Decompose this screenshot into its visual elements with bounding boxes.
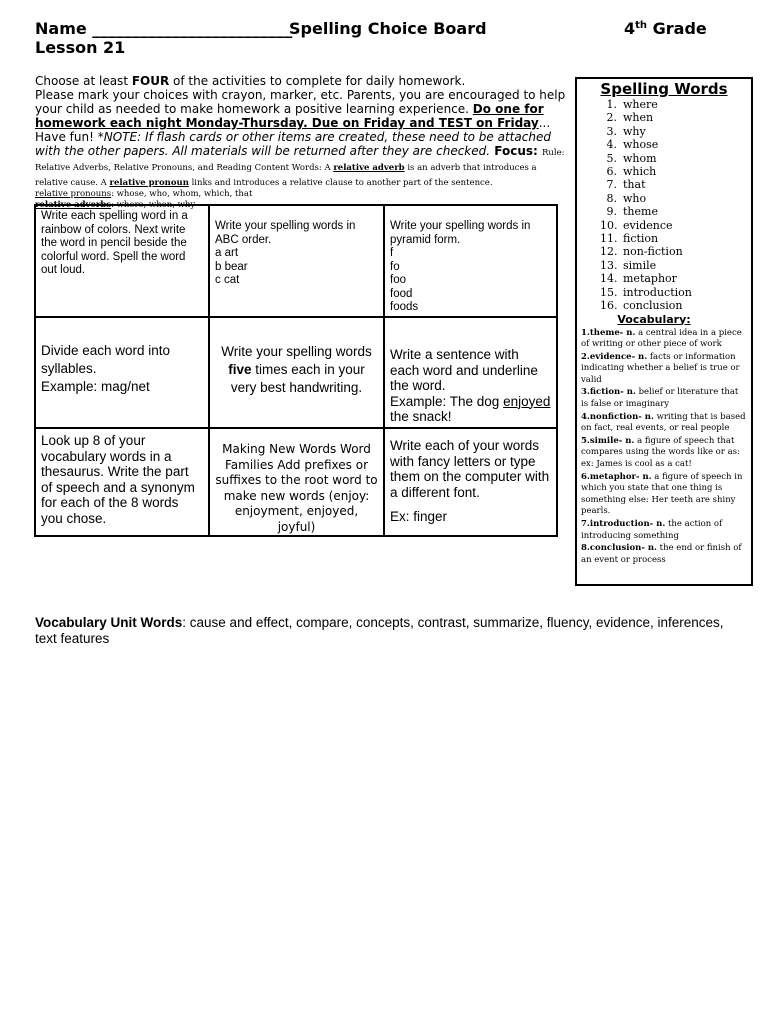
spelling-word: introduction <box>623 285 692 299</box>
instruction-line-1: Choose at least FOUR of the activities to complete for daily homework. <box>35 74 466 88</box>
unit-words-label: Vocabulary Unit Words <box>35 615 183 630</box>
grade-label <box>624 19 707 38</box>
activity-fancy-letters: Write each of your words with fancy letters or type them on the computer with a different font. Ex: finger <box>390 438 550 524</box>
vocabulary-term: 4.nonfiction- n. <box>581 411 654 422</box>
spelling-word: whom <box>623 151 657 165</box>
vocabulary-definition <box>581 472 747 518</box>
grade-number: 4 <box>624 19 636 38</box>
four-emphasis: FOUR <box>131 74 170 88</box>
spelling-word-item <box>600 192 751 205</box>
spelling-word: fiction <box>623 232 659 246</box>
instruction-line-3: Have fun! *NOTE: If flash cards or other items are created, these need to be attached with the other papers. All materials will be returned after they are checked. Focus: Rule: Relative Adverbs, Relative Pronouns, and Reading Content Words: A relative adverb is an adverb that introduces a relative cause. A relative pronoun links and introduces a relative clause to another part of the sentence. <box>35 130 565 188</box>
spelling-word-item <box>600 98 751 111</box>
spelling-word-number: 12. <box>600 245 618 259</box>
spelling-word: metaphor <box>623 272 677 286</box>
instructions <box>35 74 567 211</box>
spelling-word-item <box>600 259 751 272</box>
instruction-line-2: Please mark your choices with crayon, marker, etc. Parents, you are encouraged to help your child as needed to make homework a positive learning experience. Do one for homework each night Monday-Thursday. Due on Friday and TEST on Friday... <box>35 88 566 130</box>
spelling-word-item <box>600 178 751 191</box>
spelling-word-number: 9. <box>606 205 617 219</box>
spelling-word: who <box>623 191 647 205</box>
spelling-word-item <box>600 125 751 138</box>
page-title: Spelling Choice Board <box>289 19 487 38</box>
grade-word: Grade <box>652 19 707 38</box>
spelling-word: when <box>623 111 654 125</box>
header <box>35 19 735 41</box>
spelling-word-number: 11. <box>600 232 618 246</box>
spelling-word-list <box>577 98 751 313</box>
spelling-word-number: 5. <box>606 151 617 165</box>
vocabulary-title: Vocabulary: <box>617 312 691 326</box>
vocabulary-term: 1.theme- n. <box>581 327 636 338</box>
spelling-word: evidence <box>623 218 673 232</box>
activity-sentences: Write a sentence with each word and underline the word. Example: The dog enjoyed the snack! <box>385 318 556 429</box>
spelling-word: whose <box>623 138 659 152</box>
activity-five-times: Write your spelling words five times each in your very best handwriting. <box>210 318 385 429</box>
vocabulary-unit-words <box>35 615 725 647</box>
vocabulary-definition <box>581 352 747 387</box>
vocabulary-definition <box>581 412 747 435</box>
rule-text: Rule: Relative Adverbs, Relative Pronouns, and Reading Content Words: A relative adverb is an adverb that introduces a relative cause. A relative pronoun links and introduces a relative clause to another part of the sentence. <box>35 148 565 188</box>
vocabulary-definition <box>581 328 747 351</box>
vocabulary-term: 6.metaphor- n. <box>581 471 652 482</box>
spelling-word-number: 1. <box>606 98 617 111</box>
spelling-word: where <box>623 98 658 111</box>
spelling-word-item <box>600 138 751 151</box>
vocabulary-meaning: facts or information indicating whether a belief is true or valid <box>581 351 740 385</box>
spelling-word: non-fiction <box>623 245 683 259</box>
spelling-word-number: 6. <box>606 165 617 179</box>
spelling-word: conclusion <box>623 299 683 313</box>
spelling-word-item <box>600 205 751 218</box>
spelling-word-item <box>600 272 751 285</box>
spelling-word-item <box>600 152 751 165</box>
spelling-word-item <box>600 232 751 245</box>
spelling-word: that <box>623 178 646 192</box>
spelling-word-item <box>600 219 751 232</box>
spelling-word-number: 16. <box>600 299 618 313</box>
spelling-word: simile <box>623 258 657 272</box>
spelling-word: theme <box>623 205 658 219</box>
lesson-label: Lesson 21 <box>35 38 126 57</box>
spelling-word-item <box>600 299 751 312</box>
name-line: Name _________________________ <box>35 19 293 38</box>
vocabulary-term: 8.conclusion- n. <box>581 543 657 554</box>
activity-choice-board <box>34 204 558 537</box>
activity-rainbow-words: Write each spelling word in a rainbow of colors. Next write the word in pencil beside the colorful word. Spell the word out loud. <box>36 206 210 318</box>
spelling-word-number: 15. <box>600 285 618 299</box>
activity-abc-order: Write your spelling words in ABC order. a art b bear c cat <box>210 206 385 318</box>
vocabulary-meaning: belief or literature that is false or imaginary <box>581 387 739 410</box>
spelling-words-panel <box>575 77 753 586</box>
spelling-word-number: 8. <box>606 191 617 205</box>
grade-suffix: th <box>635 20 648 31</box>
spelling-word-number: 2. <box>606 111 617 125</box>
activity-word-families: Making New Words Word Families Add prefixes or suffixes to the root word to make new words (enjoy: enjoyment, enjoyed, joyful) <box>210 429 385 535</box>
relative-adverbs: relative adverbs: where, when, why <box>35 200 196 210</box>
vocabulary-term: 7.introduction- n. <box>581 519 666 529</box>
vocabulary-definition <box>581 436 747 471</box>
unit-words-list: : cause and effect, compare, concepts, contrast, summarize, fluency, evidence, inferences, text features <box>35 615 724 646</box>
spelling-word-number: 10. <box>600 218 618 232</box>
vocabulary-term: 3.fiction- n. <box>581 387 636 398</box>
activity-pyramid: Write your spelling words in pyramid form. f fo foo food foods <box>385 206 556 318</box>
spelling-word-item <box>600 165 751 178</box>
spelling-word-number: 14. <box>600 272 618 286</box>
note-text: *NOTE: If flash cards or other items are created, these need to be attached with the other papers. All materials will be returned after they are checked. <box>35 130 551 158</box>
spelling-word: which <box>623 165 657 179</box>
vocabulary-definitions <box>577 328 751 567</box>
vocabulary-meaning: the action of introducing something <box>581 519 723 541</box>
spelling-word-item <box>600 111 751 124</box>
vocabulary-meaning: a figure of speech in which you state that one thing is something else: Her teeth are shiny pearls. <box>581 471 743 517</box>
spelling-word: why <box>623 124 646 138</box>
activity-thesaurus: Look up 8 of your vocabulary words in a thesaurus. Write the part of speech and a synonym for each of the 8 words you chose. <box>36 429 210 535</box>
spelling-words-title: Spelling Words <box>600 80 728 98</box>
spelling-word-number: 7. <box>606 178 617 192</box>
vocabulary-definition <box>581 387 747 410</box>
vocabulary-meaning: writing that is based on fact, real events, or real people <box>581 411 746 434</box>
spelling-word-number: 4. <box>606 138 617 152</box>
spelling-word-item <box>600 286 751 299</box>
spelling-word-item <box>600 245 751 258</box>
spelling-word-number: 13. <box>600 258 618 272</box>
vocabulary-meaning: a figure of speech that compares using the words like or as: ex: James is cool as a cat! <box>581 435 740 470</box>
vocabulary-definition <box>581 543 747 566</box>
vocabulary-term: 5.simile- n. <box>581 435 635 446</box>
due-note: Do one for homework each night Monday-Thursday. Due on Friday and TEST on Friday <box>35 102 544 130</box>
vocabulary-term: 2.evidence- n. <box>581 351 648 362</box>
spelling-word-number: 3. <box>606 124 617 138</box>
vocabulary-meaning: the end or finish of an event or process <box>581 543 742 565</box>
focus-label: Focus: <box>490 144 542 158</box>
vocabulary-definition <box>581 519 747 542</box>
relative-pronouns: relative pronouns: whose, who, whom, which, that <box>35 189 253 199</box>
vocabulary-meaning: a central idea in a piece of writing or other piece of work <box>581 327 742 350</box>
activity-syllables: Divide each word into syllables. Example: mag/net <box>36 318 210 429</box>
